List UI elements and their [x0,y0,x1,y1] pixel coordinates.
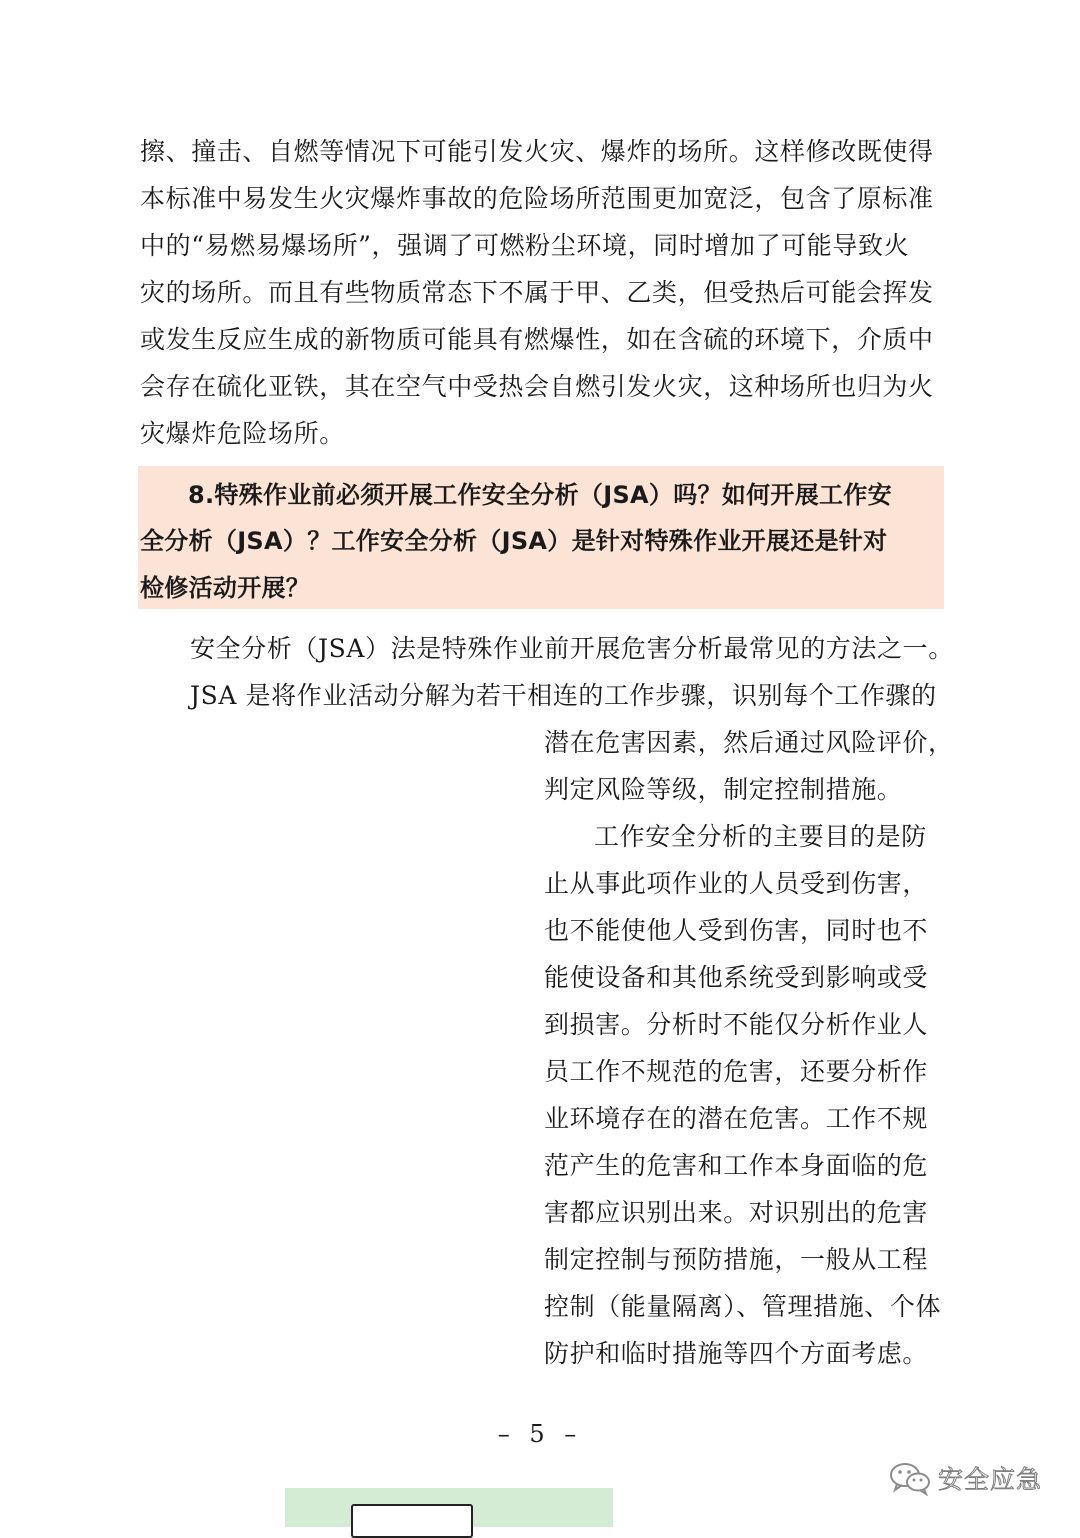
text-line: 员工作不规范的危害，还要分析作 [544,1057,929,1086]
question-line: 8.特殊作业前必须开展工作安全分析（JSA）吗？如何开展工作安 [188,481,892,509]
text-line: 本标准中易发生火灾爆炸事故的危险场所范围更加宽泛，包含了原标准 [140,184,934,213]
text-line: 中的“易燃易爆场所”，强调了可燃粉尘环境，同时增加了可能导致火 [140,231,910,260]
text-line: 止从事此项作业的人员受到伤害， [544,869,929,898]
text-line: 潜在危害因素，然后通过风险评价， [544,728,954,757]
wechat-icon [888,1460,932,1496]
text-line: 到损害。分析时不能仅分析作业人 [544,1010,929,1039]
text-line: 工作安全分析的主要目的是防 [594,822,927,851]
text-line: 害都应识别出来。对识别出的危害 [544,1198,929,1227]
text-line: 灾爆炸危险场所。 [140,419,345,448]
text-line: 控制（能量隔离）、管理措施、个体 [544,1292,942,1321]
next-page-preview [285,1488,613,1527]
text-line: 判定风险等级，制定控制措施。 [544,775,903,804]
text-line: 擦、撞击、自燃等情况下可能引发火灾、爆炸的场所。这样修改既使得 [140,137,934,166]
text-line: 能使设备和其他系统受到影响或受 [544,963,929,992]
text-line: 或发生反应生成的新物质可能具有燃爆性，如在含硫的环境下，介质中 [140,325,934,354]
question-highlight [138,466,944,609]
text-line: JSA 是将作业活动分解为若干相连的工作步骤，识别每个工作骤的 [190,681,937,710]
page-number: – 5 – [497,1420,583,1448]
text-line: 防护和临时措施等四个方面考虑。 [544,1339,929,1368]
preview-frame [351,1504,473,1538]
text-line: 也不能使他人受到伤害，同时也不 [544,916,929,945]
question-line: 检修活动开展？ [140,574,311,602]
text-line: 范产生的危害和工作本身面临的危 [544,1151,929,1180]
watermark-text: 安全应急 [938,1465,1043,1494]
text-line: 制定控制与预防措施，一般从工程 [544,1245,929,1274]
question-line: 全分析（JSA）？工作安全分析（JSA）是针对特殊作业开展还是针对 [140,527,888,555]
text-line: 安全分析（JSA）法是特殊作业前开展危害分析最常见的方法之一。 [190,634,954,663]
text-line: 灾的场所。而且有些物质常态下不属于甲、乙类，但受热后可能会挥发 [140,278,934,307]
watermark [888,1460,1042,1496]
text-line: 会存在硫化亚铁，其在空气中受热会自燃引发火灾，这种场所也归为火 [140,372,934,401]
text-line: 业环境存在的潜在危害。工作不规 [544,1104,929,1133]
